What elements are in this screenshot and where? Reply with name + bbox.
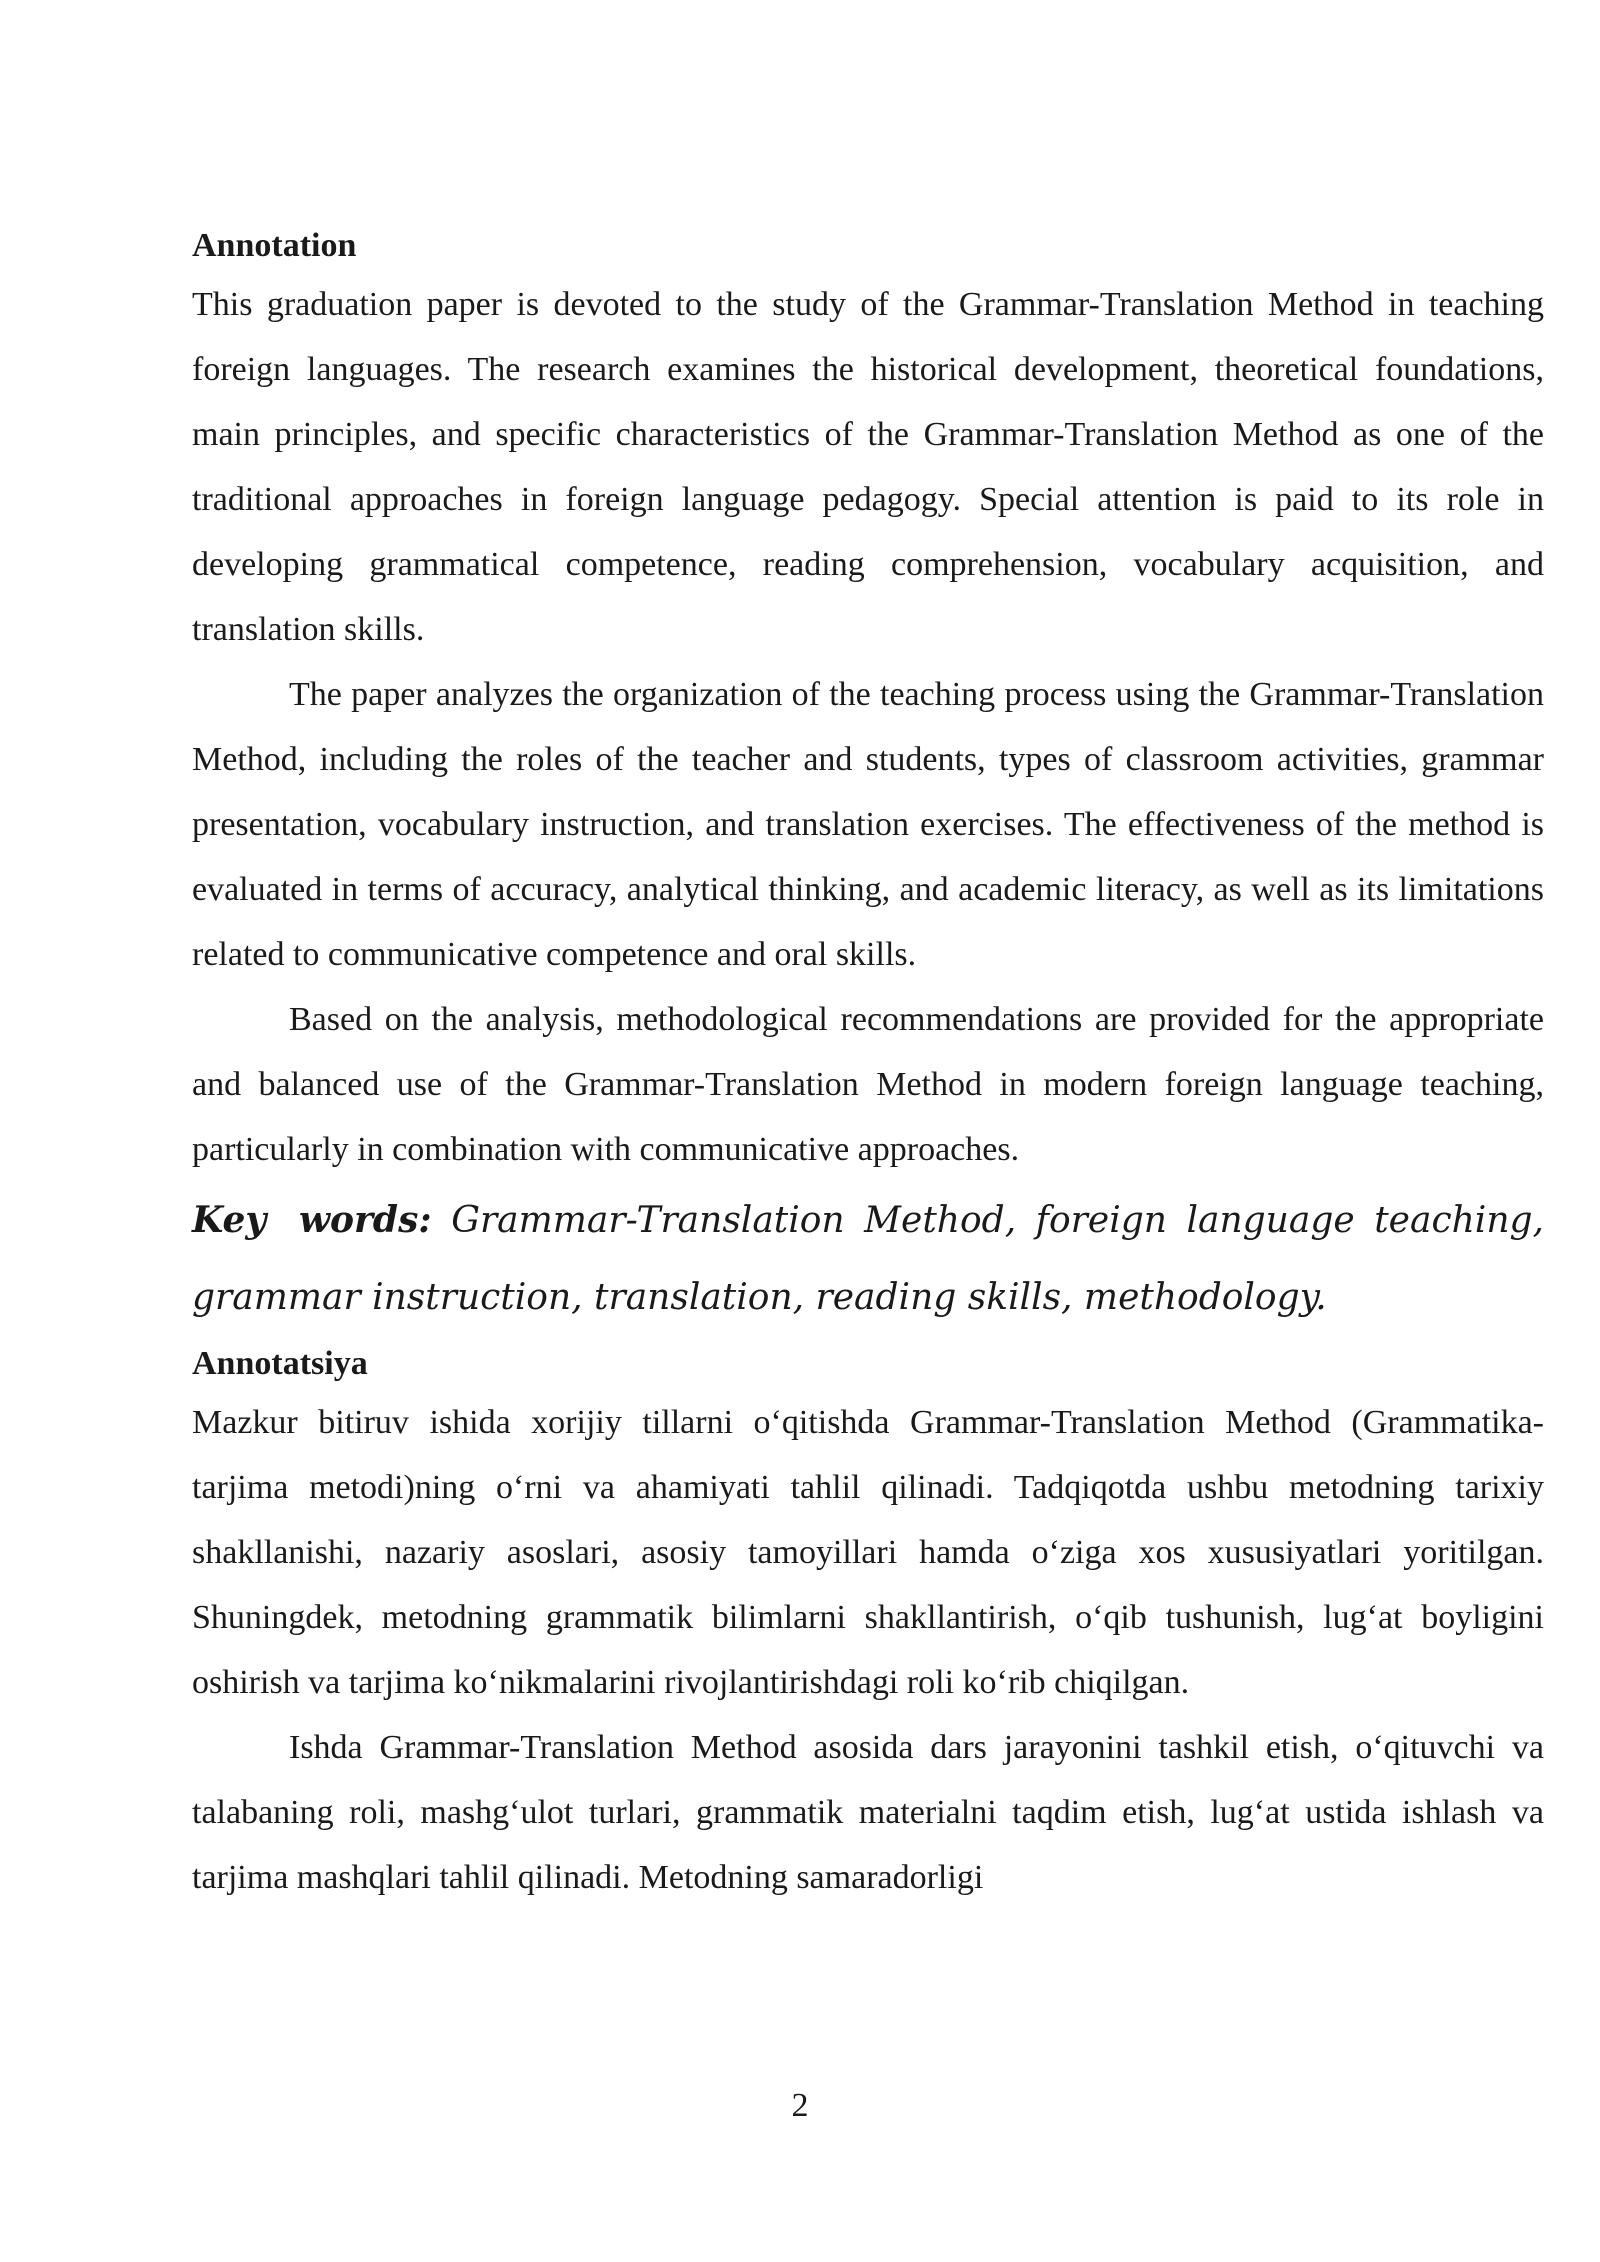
annotation-paragraph-2: The paper analyzes the organization of the teaching process using the Grammar-Translation Method, including the roles of the teacher and students, types of classroom activities, grammar presentation, vocabulary instruction, and translation exercises. The effectiveness of the method is evaluated in terms of accuracy, analytical thinking, and academic literacy, as well as its limitations related to communicative competence and oral skills. (192, 676, 1544, 973)
page-number: 2 (791, 2087, 809, 2124)
annotatsiya-paragraph-1: Mazkur bitiruv ishida xorijiy tillarni o‘qitishda Grammar-Translation Method (Grammatika-tarjima metodi)ning o‘rni va ahamiyati tahlil qilinadi. Tadqiqotda ushbu metodning tarixiy shakllanishi, nazariy asoslari, asosiy tamoyillari hamda o‘ziga xos xususiyatlari yoritilgan. Shuningdek, metodning grammatik bilimlarni shakllantirish, o‘qib tushunish, lug‘at boyligini oshirish va tarjima ko‘nikmalarini rivojlantirishdagi roli ko‘rib chiqilgan. (192, 1404, 1544, 1701)
document-page (192, 224, 1544, 1910)
annotation-heading: Annotation (192, 227, 357, 264)
annotatsiya-heading: Annotatsiya (192, 1345, 368, 1382)
keywords-line (192, 1182, 1544, 1336)
annotation-paragraph-1: This graduation paper is devoted to the study of the Grammar-Translation Method in teaching foreign languages. The research examines the historical development, theoretical foundations, main principles, and specific characteristics of the Grammar-Translation Method as one of the traditional approaches in foreign language pedagogy. Special attention is paid to its role in developing grammatical competence, reading comprehension, vocabulary acquisition, and translation skills. (192, 286, 1544, 648)
keywords-label: Key words: (192, 1199, 432, 1241)
annotatsiya-section (192, 1342, 1544, 1910)
annotation-paragraph-3: Based on the analysis, methodological recommendations are provided for the appropriate and balanced use of the Grammar-Translation Method in modern foreign language teaching, particularly in combination with communicative approaches. (192, 1001, 1544, 1168)
annotation-section (192, 224, 1544, 1336)
annotatsiya-paragraph-2: Ishda Grammar-Translation Method asosida dars jarayonini tashkil etish, o‘qituvchi va talabaning roli, mashg‘ulot turlari, grammatik materialni taqdim etish, lug‘at ustida ishlash va tarjima mashqlari tahlil qilinadi. Metodning samaradorligi (192, 1729, 1544, 1896)
keywords-text: Grammar-Translation Method, foreign language teaching, grammar instruction, translation, reading skills, methodology. (192, 1200, 1544, 1318)
